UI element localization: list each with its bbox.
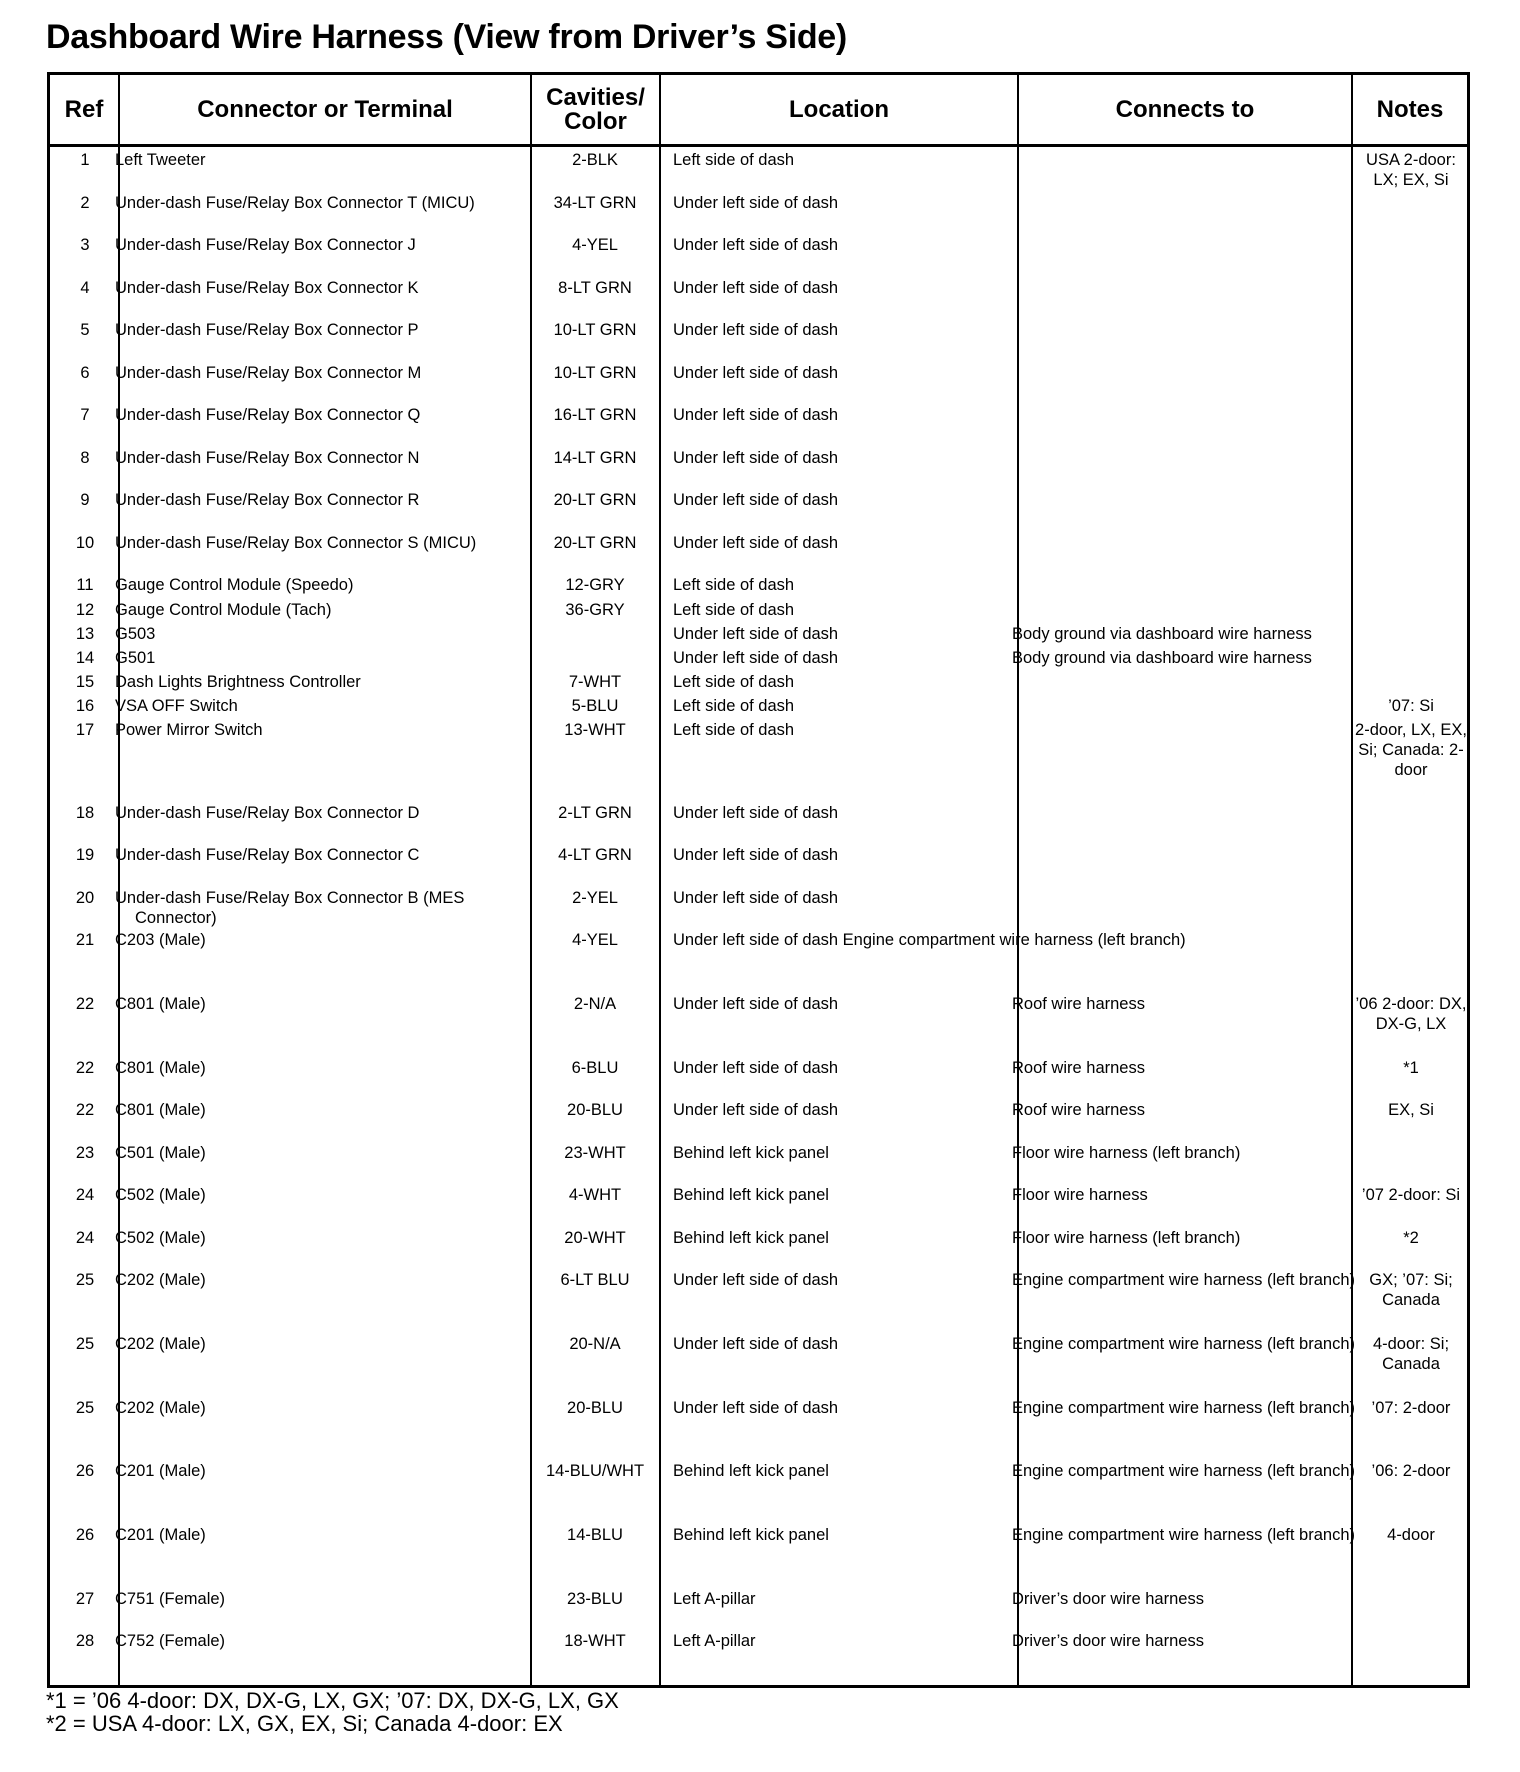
cavities-cell: 20-WHT xyxy=(564,1229,626,1247)
column-divider xyxy=(1017,75,1019,1685)
cavities-cell: 2-LT GRN xyxy=(558,804,632,822)
connector-cell: Gauge Control Module (Speedo) xyxy=(115,576,354,594)
ref-cell: 10 xyxy=(75,534,95,552)
cavities-cell: 34-LT GRN xyxy=(553,194,637,212)
location-cell: Under left side of dash xyxy=(673,279,839,297)
location-cell: Under left side of dash xyxy=(673,1059,839,1077)
connector-cell: Under-dash Fuse/Relay Box Connector P xyxy=(115,321,419,339)
connects-to-cell: Floor wire harness (left branch) xyxy=(1012,1229,1241,1247)
location-cell: Under left side of dash xyxy=(673,321,839,339)
cavities-cell: 20-N/A xyxy=(569,1335,621,1353)
location-cell: Under left side of dash xyxy=(673,1101,839,1119)
ref-cell: 7 xyxy=(80,406,90,424)
connector-cell: Under-dash Fuse/Relay Box Connector S (MICU) xyxy=(115,534,477,552)
ref-cell: 17 xyxy=(75,721,95,739)
notes-cell: *1 xyxy=(1403,1059,1419,1077)
cavities-cell: 36-GRY xyxy=(565,601,625,619)
connector-cell: Under-dash Fuse/Relay Box Connector K xyxy=(115,279,419,297)
connects-to-cell: Engine compartment wire harness (left branch) xyxy=(1012,1462,1355,1480)
location-cell: Under left side of dash Engine compartment wire harness (left branch) xyxy=(673,931,1186,949)
location-cell: Behind left kick panel xyxy=(673,1144,829,1162)
notes-cell: EX, Si xyxy=(1388,1101,1434,1119)
ref-cell: 8 xyxy=(80,449,90,467)
cavities-cell: 14-BLU xyxy=(567,1526,623,1544)
cavities-cell: 2-YEL xyxy=(572,889,618,907)
connects-to-cell: Engine compartment wire harness (left branch) xyxy=(1012,1526,1355,1544)
cavities-cell: 13-WHT xyxy=(564,721,626,739)
cavities-cell: 7-WHT xyxy=(568,673,622,691)
cavities-cell: 6-BLU xyxy=(571,1059,619,1077)
notes-cell: ’07 2-door: Si xyxy=(1361,1186,1461,1204)
ref-cell: 11 xyxy=(76,576,94,594)
notes-cell: ’06 2-door: DX, DX-G, LX xyxy=(1355,995,1467,1033)
header-notes: Notes xyxy=(1376,95,1444,123)
notes-cell: *2 xyxy=(1403,1229,1419,1247)
header-connector: Connector or Terminal xyxy=(197,95,453,123)
location-cell: Under left side of dash xyxy=(673,194,839,212)
location-cell: Under left side of dash xyxy=(673,889,839,907)
location-cell: Left side of dash xyxy=(673,601,795,619)
cavities-cell: 4-LT GRN xyxy=(558,846,632,864)
ref-cell: 23 xyxy=(75,1144,95,1162)
connects-to-cell: Engine compartment wire harness (left branch) xyxy=(1012,1271,1355,1289)
cavities-cell: 16-LT GRN xyxy=(553,406,637,424)
connector-cell: Under-dash Fuse/Relay Box Connector M xyxy=(115,364,422,382)
notes-cell: ’07: 2-door xyxy=(1371,1399,1451,1417)
connector-cell: Power Mirror Switch xyxy=(115,721,263,739)
connector-cell: C501 (Male) xyxy=(115,1144,206,1162)
location-cell: Left A-pillar xyxy=(673,1590,756,1608)
connector-cell: C202 (Male) xyxy=(115,1335,206,1353)
ref-cell: 5 xyxy=(80,321,90,339)
location-cell: Left A-pillar xyxy=(673,1632,756,1650)
ref-cell: 19 xyxy=(75,846,95,864)
location-cell: Under left side of dash xyxy=(673,625,839,643)
location-cell: Left side of dash xyxy=(673,673,795,691)
column-divider xyxy=(659,75,661,1685)
notes-cell: 4-door xyxy=(1387,1526,1435,1544)
connects-to-cell: Roof wire harness xyxy=(1012,995,1145,1013)
ref-cell: 26 xyxy=(75,1526,95,1544)
cavities-cell: 14-BLU/WHT xyxy=(545,1462,645,1480)
ref-cell: 18 xyxy=(75,804,95,822)
ref-cell: 25 xyxy=(75,1335,95,1353)
ref-cell: 22 xyxy=(75,1059,95,1077)
cavities-cell: 20-LT GRN xyxy=(553,534,637,552)
connector-cell: C752 (Female) xyxy=(115,1632,226,1650)
cavities-cell: 10-LT GRN xyxy=(553,364,637,382)
harness-table xyxy=(47,72,1470,1688)
ref-cell: 13 xyxy=(75,625,95,643)
cavities-cell: 2-BLK xyxy=(572,151,618,169)
connects-to-cell: Roof wire harness xyxy=(1012,1101,1145,1119)
location-cell: Under left side of dash xyxy=(673,995,839,1013)
connector-cell: C801 (Male) xyxy=(115,995,206,1013)
notes-cell: ’06: 2-door xyxy=(1371,1462,1451,1480)
location-cell: Under left side of dash xyxy=(673,364,839,382)
ref-cell: 20 xyxy=(75,889,95,907)
location-cell: Under left side of dash xyxy=(673,236,839,254)
location-cell: Under left side of dash xyxy=(673,406,839,424)
ref-cell: 21 xyxy=(75,931,95,949)
ref-cell: 22 xyxy=(75,995,95,1013)
footnote-1: *1 = ’06 4-door: DX, DX-G, LX, GX; ’07: DX, DX-G, LX, GX xyxy=(46,1688,619,1713)
notes-cell: 4-door: Si; Canada xyxy=(1372,1335,1450,1373)
location-cell: Under left side of dash xyxy=(673,1335,839,1353)
location-cell: Under left side of dash xyxy=(673,534,839,552)
page-title: Dashboard Wire Harness (View from Driver’s Side) xyxy=(46,18,847,56)
ref-cell: 1 xyxy=(80,151,90,169)
ref-cell: 28 xyxy=(75,1632,95,1650)
connector-cell: C502 (Male) xyxy=(115,1186,206,1204)
location-cell: Behind left kick panel xyxy=(673,1229,829,1247)
cavities-cell: 8-LT GRN xyxy=(558,279,632,297)
cavities-cell: 5-BLU xyxy=(571,697,619,715)
connector-cell: Dash Lights Brightness Controller xyxy=(115,673,361,691)
column-divider xyxy=(530,75,532,1685)
header-location: Location xyxy=(789,95,889,123)
ref-cell: 6 xyxy=(80,364,90,382)
connector-cell: G503 xyxy=(115,625,156,643)
footnote-2: *2 = USA 4-door: LX, GX, EX, Si; Canada 4-door: EX xyxy=(46,1711,563,1736)
location-cell: Under left side of dash xyxy=(673,491,839,509)
connector-cell: Under-dash Fuse/Relay Box Connector N xyxy=(115,449,420,467)
connector-cell: Under-dash Fuse/Relay Box Connector R xyxy=(115,491,420,509)
cavities-cell: 12-GRY xyxy=(565,576,625,594)
cavities-cell: 20-BLU xyxy=(567,1399,623,1417)
ref-cell: 4 xyxy=(80,279,90,297)
cavities-cell: 2-N/A xyxy=(573,995,617,1013)
location-cell: Under left side of dash xyxy=(673,449,839,467)
location-cell: Left side of dash xyxy=(673,721,795,739)
location-cell: Under left side of dash xyxy=(673,804,839,822)
ref-cell: 27 xyxy=(75,1590,95,1608)
cavities-cell: 14-LT GRN xyxy=(553,449,637,467)
connector-cell: C801 (Male) xyxy=(115,1101,206,1119)
connects-to-cell: Driver’s door wire harness xyxy=(1012,1632,1204,1650)
location-cell: Behind left kick panel xyxy=(673,1186,829,1204)
connector-cell: C201 (Male) xyxy=(115,1462,206,1480)
connector-cell: Under-dash Fuse/Relay Box Connector J xyxy=(115,236,416,254)
notes-cell: 2-door, LX, EX, Si; Canada: 2-door xyxy=(1355,721,1467,779)
connector-cell: Under-dash Fuse/Relay Box Connector T (MICU) xyxy=(115,194,475,212)
connector-cell: G501 xyxy=(115,649,156,667)
location-cell: Behind left kick panel xyxy=(673,1526,829,1544)
cavities-cell: 20-LT GRN xyxy=(553,491,637,509)
column-divider xyxy=(118,75,120,1685)
cavities-cell: 20-BLU xyxy=(567,1101,623,1119)
cavities-cell: 23-BLU xyxy=(567,1590,623,1608)
cavities-cell: 4-YEL xyxy=(572,236,618,254)
header-connects-to: Connects to xyxy=(1115,95,1255,123)
connector-cell: C201 (Male) xyxy=(115,1526,206,1544)
location-cell: Left side of dash xyxy=(673,576,795,594)
ref-cell: 26 xyxy=(75,1462,95,1480)
cavities-cell: 4-YEL xyxy=(572,931,618,949)
connector-cell: C202 (Male) xyxy=(115,1399,206,1417)
connector-cell: Under-dash Fuse/Relay Box Connector D xyxy=(115,804,420,822)
notes-cell: USA 2-door: LX; EX, Si xyxy=(1366,151,1456,189)
location-cell: Left side of dash xyxy=(673,151,795,169)
notes-cell: GX; ’07: Si; Canada xyxy=(1369,1271,1453,1309)
location-cell: Under left side of dash xyxy=(673,649,839,667)
ref-cell: 3 xyxy=(80,236,90,254)
connector-cell: C751 (Female) xyxy=(115,1590,226,1608)
cavities-cell: 6-LT BLU xyxy=(560,1271,630,1289)
ref-cell: 12 xyxy=(75,601,95,619)
cavities-cell: 18-WHT xyxy=(564,1632,626,1650)
connects-to-cell: Floor wire harness xyxy=(1012,1186,1148,1204)
cavities-cell: 23-WHT xyxy=(564,1144,626,1162)
ref-cell: 9 xyxy=(80,491,90,509)
ref-cell: 22 xyxy=(75,1101,95,1119)
connects-to-cell: Roof wire harness xyxy=(1012,1059,1145,1077)
connector-cell: C502 (Male) xyxy=(115,1229,206,1247)
ref-cell: 25 xyxy=(75,1271,95,1289)
connector-cell: VSA OFF Switch xyxy=(115,697,238,715)
connects-to-cell: Body ground via dashboard wire harness xyxy=(1012,625,1312,643)
connector-cell: C202 (Male) xyxy=(115,1271,206,1289)
connects-to-cell: Body ground via dashboard wire harness xyxy=(1012,649,1312,667)
header-ref: Ref xyxy=(64,95,104,123)
ref-cell: 2 xyxy=(80,194,90,212)
notes-cell: ’07: Si xyxy=(1388,697,1434,715)
connector-cell: Under-dash Fuse/Relay Box Connector C xyxy=(115,846,420,864)
header-divider xyxy=(50,144,1467,147)
connector-cell: Under-dash Fuse/Relay Box Connector B (MES Connector) xyxy=(115,889,465,927)
connects-to-cell: Floor wire harness (left branch) xyxy=(1012,1144,1241,1162)
ref-cell: 24 xyxy=(75,1186,95,1204)
header-cavities: Cavities/ Color xyxy=(546,83,645,135)
location-cell: Under left side of dash xyxy=(673,1271,839,1289)
location-cell: Behind left kick panel xyxy=(673,1462,829,1480)
connector-cell: C801 (Male) xyxy=(115,1059,206,1077)
connects-to-cell: Engine compartment wire harness (left branch) xyxy=(1012,1335,1355,1353)
column-divider xyxy=(1351,75,1353,1685)
ref-cell: 24 xyxy=(75,1229,95,1247)
ref-cell: 25 xyxy=(75,1399,95,1417)
ref-cell: 16 xyxy=(75,697,95,715)
connector-cell: C203 (Male) xyxy=(115,931,206,949)
ref-cell: 14 xyxy=(75,649,95,667)
cavities-cell: 4-WHT xyxy=(568,1186,622,1204)
connects-to-cell: Driver’s door wire harness xyxy=(1012,1590,1204,1608)
ref-cell: 15 xyxy=(75,673,95,691)
cavities-cell: 10-LT GRN xyxy=(553,321,637,339)
connector-cell: Under-dash Fuse/Relay Box Connector Q xyxy=(115,406,421,424)
location-cell: Under left side of dash xyxy=(673,1399,839,1417)
location-cell: Left side of dash xyxy=(673,697,795,715)
connector-cell: Left Tweeter xyxy=(115,151,206,169)
connector-cell: Gauge Control Module (Tach) xyxy=(115,601,332,619)
location-cell: Under left side of dash xyxy=(673,846,839,864)
connects-to-cell: Engine compartment wire harness (left branch) xyxy=(1012,1399,1355,1417)
